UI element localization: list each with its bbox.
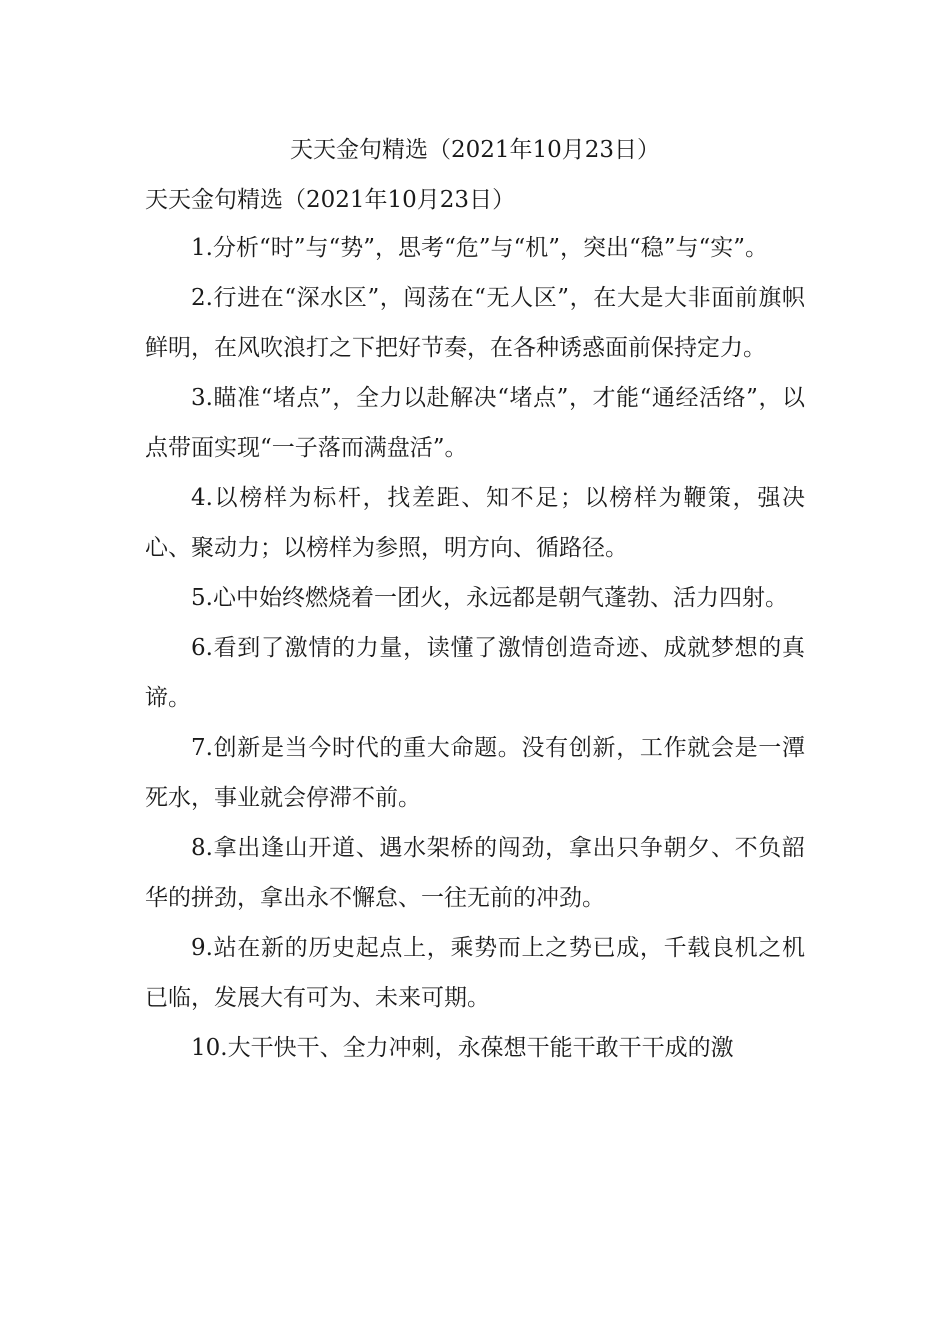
quote-item-8: 8.拿出逢山开道、遇水架桥的闯劲，拿出只争朝夕、不负韶华的拼劲，拿出永不懈怠、一往无前的冲劲。	[145, 835, 805, 911]
quote-item-10: 10.大干快干、全力冲刺，永葆想干能干敢干干成的激	[191, 1035, 734, 1061]
document-body	[145, 178, 805, 1073]
quote-item-7: 7.创新是当今时代的重大命题。没有创新，工作就会是一潭死水，事业就会停滞不前。	[145, 735, 805, 811]
quote-item-6: 6.看到了激情的力量，读懂了激情创造奇迹、成就梦想的真谛。	[145, 635, 805, 711]
quote-item-3: 3.瞄准“堵点”，全力以赴解决“堵点”，才能“通经活络”，以点带面实现“一子落而满盘活”。	[145, 385, 805, 461]
document-subtitle: 天天金句精选（2021年10月23日）	[145, 187, 516, 213]
quote-item-1: 1.分析“时”与“势”，思考“危”与“机”，突出“稳”与“实”。	[191, 235, 769, 261]
document-title: 天天金句精选（2021年10月23日）	[289, 137, 661, 163]
quote-item-2: 2.行进在“深水区”，闯荡在“无人区”，在大是大非面前旗帜鲜明，在风吹浪打之下把好节奏，在各种诱惑面前保持定力。	[145, 285, 805, 361]
quote-item-4: 4.以榜样为标杆，找差距、知不足；以榜样为鞭策，强决心、聚动力；以榜样为参照，明方向、循路径。	[145, 485, 805, 561]
quote-item-9: 9.站在新的历史起点上，乘势而上之势已成，千载良机之机已临，发展大有可为、未来可期。	[145, 935, 805, 1011]
quote-item-5: 5.心中始终燃烧着一团火，永远都是朝气蓬勃、活力四射。	[191, 585, 788, 611]
